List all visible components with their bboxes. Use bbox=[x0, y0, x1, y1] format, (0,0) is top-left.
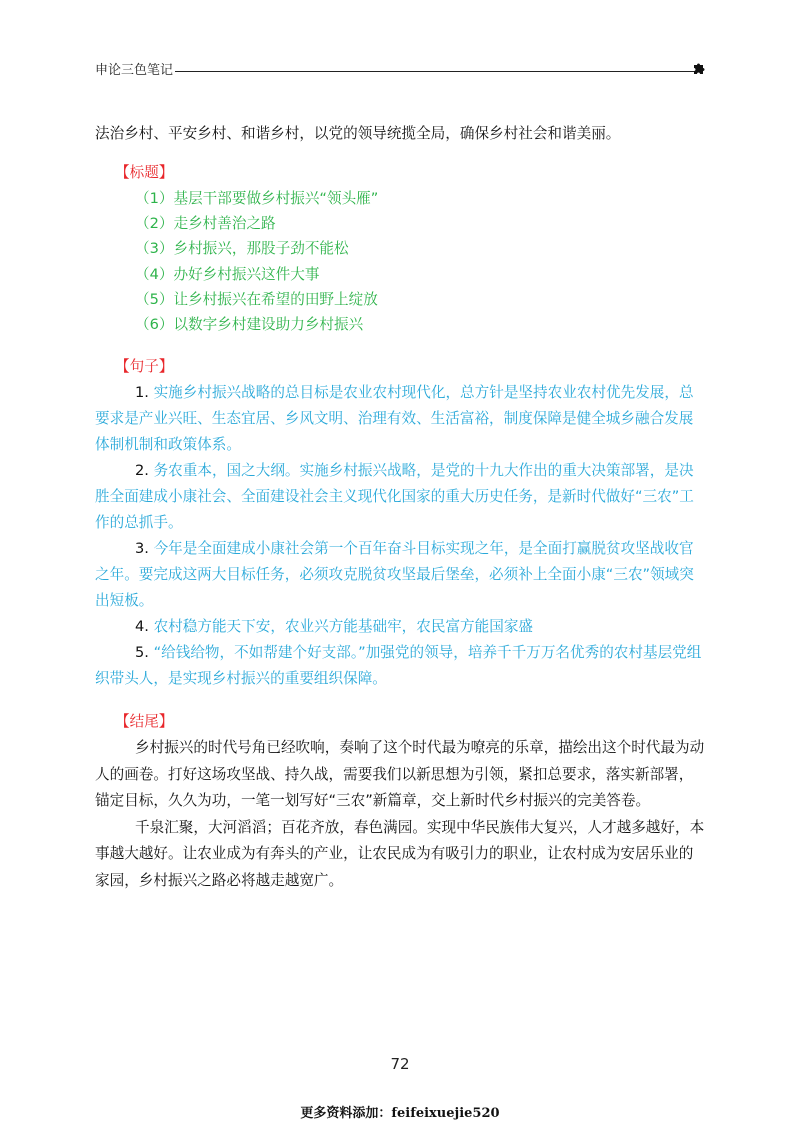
ending-heading: 【结尾】 bbox=[115, 713, 174, 731]
title-item: （4）办好乡村振兴这件大事 bbox=[135, 265, 320, 283]
sentence-number: 4. bbox=[135, 618, 149, 636]
header-rule bbox=[175, 71, 695, 72]
sentence-number: 3. bbox=[135, 540, 149, 558]
page-content bbox=[95, 120, 707, 894]
footer-note: 更多资料添加：feifeixuejie520 bbox=[300, 1106, 500, 1121]
sentence-text: 今年是全面建成小康社会第一个百年奋斗目标实现之年，是全面打赢脱贫攻坚战收官之年。要完成这两大目标任务，必须攻克脱贫攻坚最后堡垒，必须补上全面小康“三农”领域突出短板。 bbox=[95, 540, 694, 610]
sentence-text: 农村稳方能天下安，农业兴方能基础牢，农民富方能国家盛 bbox=[153, 618, 534, 636]
header-title: 申论三色笔记 bbox=[95, 63, 174, 78]
title-item: （5）让乡村振兴在希望的田野上绽放 bbox=[135, 290, 378, 308]
titles-heading: 【标题】 bbox=[115, 164, 174, 181]
sentence-item bbox=[95, 458, 707, 536]
title-item: （1）基层干部要做乡村振兴“领头雁” bbox=[135, 190, 379, 207]
sentence-number: 5. bbox=[135, 644, 149, 662]
sentence-number: 1. bbox=[135, 384, 149, 402]
sentence-number: 2. bbox=[135, 462, 149, 480]
sentence-item bbox=[95, 380, 707, 458]
page-number: 72 bbox=[390, 1055, 410, 1073]
page-header bbox=[95, 62, 707, 84]
sentence-text: 实施乡村振兴战略的总目标是农业农村现代化，总方针是坚持农业农村优先发展，总要求是产业兴旺、生态宜居、乡风文明、治理有效、生活富裕，制度保障是健全城乡融合发展体制机制和政策体系。 bbox=[95, 384, 694, 454]
title-item: （6）以数字乡村建设助力乡村振兴 bbox=[135, 316, 364, 334]
sentence-text: “给钱给物，不如帮建个好支部。”加强党的领导，培养千千万万名优秀的农村基层党组织带头人，是实现乡村振兴的重要组织保障。 bbox=[95, 644, 702, 688]
puzzle-icon bbox=[691, 61, 707, 77]
title-item: （3）乡村振兴，那股子劲不能松 bbox=[135, 240, 349, 258]
sentence-item bbox=[95, 614, 707, 640]
sentences-heading: 【句子】 bbox=[115, 358, 174, 376]
sentence-item bbox=[95, 640, 707, 692]
title-item: （2）走乡村善治之路 bbox=[135, 215, 276, 233]
intro-paragraph: 法治乡村、平安乡村、和谐乡村，以党的领导统揽全局，确保乡村社会和谐美丽。 bbox=[95, 125, 621, 142]
sentence-text: 务农重本，国之大纲。实施乡村振兴战略，是党的十九大作出的重大决策部署，是决胜全面建成小康社会、全面建设社会主义现代化国家的重大历史任务，是新时代做好“三农”工作的总抓手。 bbox=[95, 462, 694, 532]
ending-paragraph: 千泉汇聚，大河滔滔；百花齐放，春色满园。实现中华民族伟大复兴，人才越多越好，本事越大越好。让农业成为有奔头的产业，让农民成为有吸引力的职业，让农村成为安居乐业的家园，乡村振兴之路必将越走越宽广。 bbox=[95, 818, 705, 889]
ending-paragraph: 乡村振兴的时代号角已经吹响，奏响了这个时代最为嘹亮的乐章，描绘出这个时代最为动人的画卷。打好这场攻坚战、持久战，需要我们以新思想为引领，紧扣总要求，落实新部署，锚定目标，久久为功，一笔一划写好“三农”新篇章，交上新时代乡村振兴的完美答卷。 bbox=[95, 739, 705, 810]
sentence-item bbox=[95, 536, 707, 614]
